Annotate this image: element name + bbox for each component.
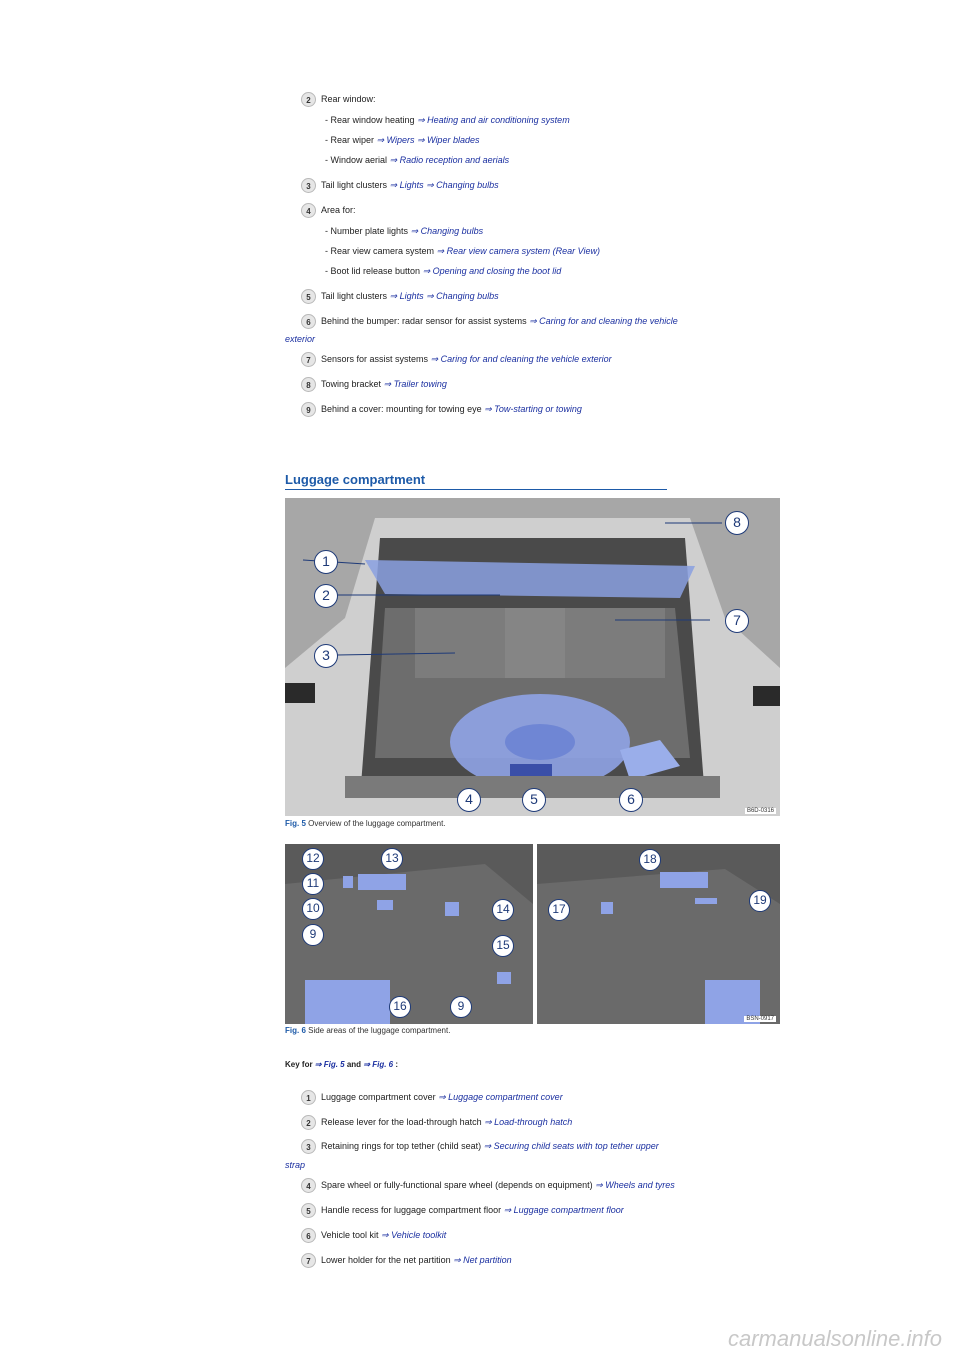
caption-text: Side areas of the luggage compartment. (305, 1026, 451, 1035)
cross-ref-link-cont[interactable]: exterior (285, 334, 316, 344)
item-number-badge: 4 (301, 203, 316, 218)
item-label: Handle recess for luggage compartment floor (321, 1205, 504, 1215)
callout-10: 10 (302, 898, 324, 920)
sub-item (325, 114, 570, 126)
item-number-badge: 1 (301, 1090, 316, 1105)
item-number-badge: 7 (301, 352, 316, 367)
figure-caption (285, 1026, 450, 1035)
callout-14: 14 (492, 899, 514, 921)
item-number-badge: 4 (301, 1178, 316, 1193)
callout-12: 12 (302, 848, 324, 870)
item-label: Vehicle tool kit (321, 1230, 382, 1240)
cross-ref-link[interactable]: ⇒ Opening and closing the boot lid (422, 266, 562, 276)
wrapped-line (285, 1159, 305, 1171)
sub-text: - Number plate lights (325, 226, 411, 236)
top-item-3 (301, 178, 760, 193)
item-number-badge: 5 (301, 1203, 316, 1218)
cross-ref-link[interactable]: ⇒ Vehicle toolkit (381, 1230, 447, 1240)
cross-ref-link[interactable]: ⇒ Wheels and tyres (595, 1180, 675, 1190)
cross-ref-link[interactable]: ⇒ Radio reception and aerials (389, 155, 510, 165)
cross-ref-link[interactable]: ⇒ Caring for and cleaning the vehicle exterior (430, 354, 612, 364)
callout-18: 18 (639, 849, 661, 871)
sub-item (325, 154, 509, 166)
key-item-7 (301, 1253, 760, 1268)
cross-ref-link[interactable]: ⇒ Securing child seats with top tether upper (483, 1141, 659, 1151)
cross-ref-link[interactable]: ⇒ Lights ⇒ Changing bulbs (389, 180, 499, 190)
item-label: Tail light clusters (321, 291, 390, 301)
figure-caption (285, 819, 446, 828)
cross-ref-link[interactable]: ⇒ Net partition (453, 1255, 512, 1265)
top-item-8 (301, 377, 760, 392)
cross-ref-link[interactable]: ⇒ Rear view camera system (Rear View) (436, 246, 600, 256)
item-number-badge: 2 (301, 92, 316, 107)
item-number-badge: 6 (301, 314, 316, 329)
figure-label: Fig. 5 (285, 819, 306, 828)
item-label: Behind a cover: mounting for towing eye (321, 404, 485, 414)
cross-ref-link[interactable]: ⇒ Wipers ⇒ Wiper blades (376, 135, 480, 145)
callout-3: 3 (314, 644, 338, 668)
figure-code: BSN-0917 (746, 1016, 774, 1022)
cross-ref-link[interactable]: ⇒ Changing bulbs (410, 226, 484, 236)
side-areas-figure (285, 844, 780, 1024)
callout-4: 4 (457, 788, 481, 812)
sub-item (325, 134, 479, 146)
watermark: carmanualsonline.info (727, 1326, 942, 1351)
callout-7: 7 (725, 609, 749, 633)
sub-text: - Rear view camera system (325, 246, 437, 256)
callout-6: 6 (619, 788, 643, 812)
callout-8: 8 (725, 511, 749, 535)
item-label: Release lever for the load-through hatch (321, 1117, 485, 1127)
key-item-4 (301, 1178, 760, 1193)
item-label: Spare wheel or fully-functional spare wheel (depends on equipment) (321, 1180, 596, 1190)
top-item-6 (301, 314, 760, 329)
cross-ref-link[interactable]: ⇒ Lights ⇒ Changing bulbs (389, 291, 499, 301)
item-number-badge: 8 (301, 377, 316, 392)
caption-text: Overview of the luggage compartment. (305, 819, 446, 828)
fig6-link[interactable]: ⇒ Fig. 6 (363, 1060, 394, 1069)
callout-19: 19 (749, 890, 771, 912)
item-label: Towing bracket (321, 379, 384, 389)
section-title: Luggage compartment (285, 472, 667, 490)
top-item-4 (301, 203, 760, 218)
cross-ref-link[interactable]: ⇒ Luggage compartment cover (438, 1092, 563, 1102)
sub-item (325, 265, 561, 277)
callout-11: 11 (302, 873, 324, 895)
item-label: Tail light clusters (321, 180, 390, 190)
key-item-6 (301, 1228, 760, 1243)
luggage-illustration (285, 498, 780, 816)
item-label: Area for: (321, 205, 356, 215)
side-areas-illustration (285, 844, 780, 1024)
top-item-5 (301, 289, 760, 304)
item-number-badge: 9 (301, 402, 316, 417)
item-label: Sensors for assist systems (321, 354, 431, 364)
sub-item (325, 245, 600, 257)
callout-17: 17 (548, 899, 570, 921)
callout-1: 1 (314, 550, 338, 574)
item-label: Luggage compartment cover (321, 1092, 439, 1102)
figure-label: Fig. 6 (285, 1026, 306, 1035)
key-for-suffix: : (393, 1060, 399, 1069)
item-number-badge: 2 (301, 1115, 316, 1130)
callout-9: 9 (302, 924, 324, 946)
fig5-link[interactable]: ⇒ Fig. 5 (314, 1060, 345, 1069)
callout-13: 13 (381, 848, 403, 870)
cross-ref-link[interactable]: ⇒ Load-through hatch (484, 1117, 573, 1127)
wrapped-line (285, 333, 315, 345)
top-item-7 (301, 352, 760, 367)
item-number-badge: 6 (301, 1228, 316, 1243)
item-number-badge: 3 (301, 178, 316, 193)
key-for-prefix: Key for (285, 1060, 315, 1069)
callout-9b: 9 (450, 996, 472, 1018)
item-number-badge: 3 (301, 1139, 316, 1154)
callout-16: 16 (389, 996, 411, 1018)
item-label: Retaining rings for top tether (child seat) (321, 1141, 484, 1151)
cross-ref-link[interactable]: ⇒ Trailer towing (383, 379, 447, 389)
cross-ref-link-cont[interactable]: strap (285, 1160, 306, 1170)
sub-text: - Rear window heating (325, 115, 418, 125)
key-item-1 (301, 1090, 760, 1105)
cross-ref-link[interactable]: ⇒ Tow-starting or towing (484, 404, 582, 414)
item-label: Behind the bumper: radar sensor for assist systems (321, 316, 530, 326)
key-for-mid: and (344, 1060, 364, 1069)
top-item-2 (301, 92, 760, 107)
item-label: Rear window: (321, 94, 376, 104)
luggage-overview-figure (285, 498, 780, 816)
sub-text: - Rear wiper (325, 135, 377, 145)
callout-5: 5 (522, 788, 546, 812)
sub-text: - Window aerial (325, 155, 390, 165)
cross-ref-link[interactable]: ⇒ Luggage compartment floor (503, 1205, 624, 1215)
key-item-2 (301, 1115, 760, 1130)
key-item-3 (301, 1139, 760, 1154)
item-label: Lower holder for the net partition (321, 1255, 454, 1265)
cross-ref-link[interactable]: ⇒ Heating and air conditioning system (417, 115, 570, 125)
callout-2: 2 (314, 584, 338, 608)
figure-code: B6D-0316 (746, 808, 774, 814)
callout-15: 15 (492, 935, 514, 957)
item-number-badge: 7 (301, 1253, 316, 1268)
cross-ref-link[interactable]: ⇒ Caring for and cleaning the vehicle (529, 316, 678, 326)
sub-item (325, 225, 483, 237)
key-item-5 (301, 1203, 760, 1218)
item-number-badge: 5 (301, 289, 316, 304)
top-item-9 (301, 402, 760, 417)
key-for-line (285, 1060, 398, 1069)
sub-text: - Boot lid release button (325, 266, 423, 276)
